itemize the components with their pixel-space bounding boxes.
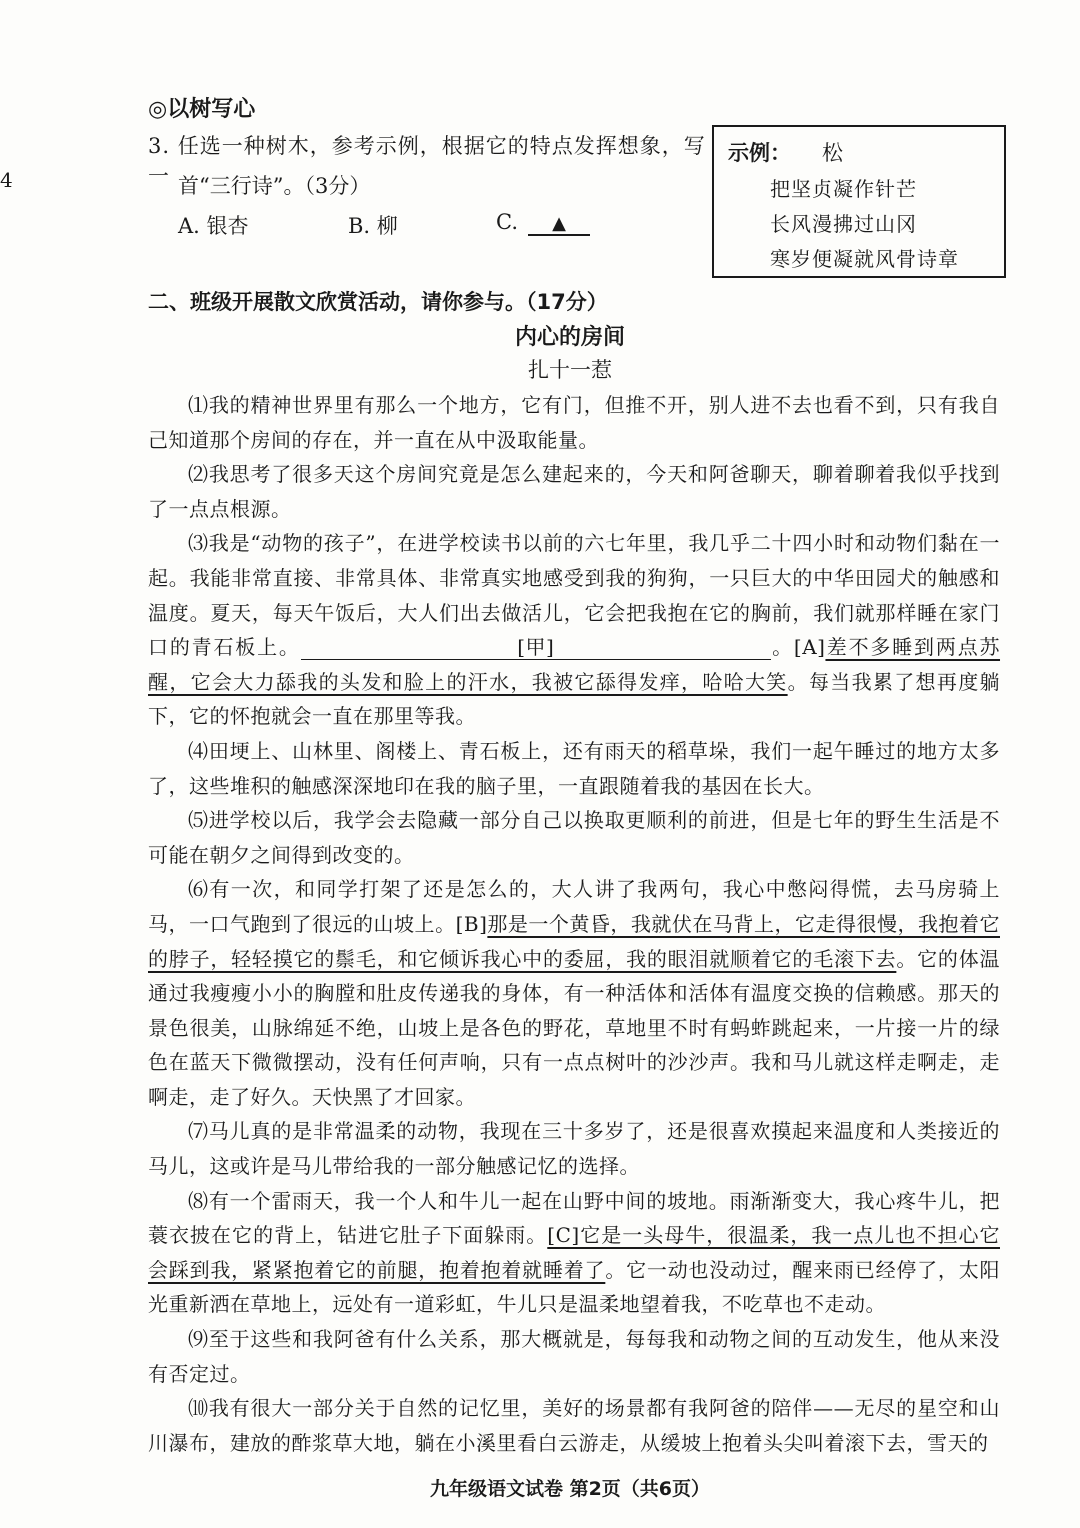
- mark-a: 。[A]: [770, 635, 826, 660]
- example-line-2: 长风漫拂过山冈: [770, 212, 917, 236]
- underlined-sentence-a: 差不多睡到两点苏醒，它会大力舔我的头发和脸上的汗水，我被它舔得发痒，哈哈大笑: [148, 635, 1001, 694]
- part-two-heading: 二、班级开展散文欣赏活动，请你参与。（17分）: [148, 290, 608, 314]
- option-c: [496, 210, 590, 240]
- edge-mark: 4: [0, 168, 13, 192]
- example-box: [712, 125, 1006, 278]
- essay-title: 内心的房间: [514, 325, 625, 350]
- option-c-label: C.: [496, 210, 518, 234]
- underlined-sentence-c: [C]它是一头母牛，很温柔，我一点儿也不担心它会踩到我，紧紧抱着它的前腿，抱着抱着就睡着了: [148, 1223, 1000, 1282]
- paragraph-9: ⑼至于这些和我阿爸有什么关系，那大概就是，每每我和动物之间的互动发生，他从来没有否定过。: [148, 1327, 1000, 1386]
- paragraph-7: ⑺马儿真的是非常温柔的动物，我现在三十多岁了，还是很喜欢摸起来温度和人类接近的马儿，这或许是马儿带给我的一部分触感记忆的选择。: [148, 1119, 1000, 1179]
- paragraph-6-text: ⑹有一次，和同学打架了还是怎么的，大人讲了我两句，我心中憋闷得慌，去马房骑上马，一口气跑到了很远的山坡上。[B]: [148, 877, 1000, 936]
- section-title: ◎以树写心: [148, 97, 256, 122]
- example-tree: 松: [822, 141, 843, 165]
- answer-blank: ▲: [528, 213, 590, 236]
- paragraph-8-text: ⑻有一个雷雨天，我一个人和牛儿一起在山野中间的坡地。雨渐渐变大，我心疼牛儿，把蓑衣披在它的背上，钻进它肚子下面躲雨。: [148, 1188, 1000, 1248]
- paragraph-10: ⑽我有很大一部分关于自然的记忆里，美好的场景都有我阿爸的陪伴——无尽的星空和山川瀑布，建放的酢浆草大地，躺在小溪里看白云游走，从缓坡上抱着头尖叫着滚下去，雪天的: [148, 1396, 1000, 1455]
- paragraph-8-tail: 。它一动也没动过，醒来雨已经停了，太阳光重新洒在草地上，远处有一道彩虹，牛儿只是温柔地望着我，不吃草也不走动。: [148, 1257, 1001, 1317]
- underlined-sentence-b: 那是一个黄昏，我就伏在马背上，它走得很慢，我抱着它的脖子，轻轻摸它的鬃毛，和它倾诉我心中的委屈，我的眼泪就顺着它的毛滚下去: [148, 911, 1000, 971]
- fill-in-blank-jia: [甲]: [301, 635, 771, 660]
- paragraph-8: [148, 1184, 1000, 1322]
- paragraph-6: [148, 872, 1000, 1114]
- paragraph-3-tail: 。每当我累了想再度躺下，它的怀抱就会一直在那里等我。: [148, 669, 1001, 729]
- essay-author: 扎十一惹: [528, 358, 612, 382]
- example-line-1: 把坚贞凝作针芒: [770, 177, 917, 201]
- paragraph-3-text: ⑶我是“动物的孩子”，在进学校读书以前的六七年里，我几乎二十四小时和动物们黏在一起。我能非常直接、非常具体、非常真实地感受到我的狗狗，一只巨大的中华田园犬的触感和温度。夏天，每天午饭后，大人们出去做活儿，它会把我抱在它的胸前，我们就那样睡在家门口的青石板上。: [148, 531, 1000, 660]
- paragraph-5: ⑸进学校以后，我学会去隐藏一部分自己以换取更顺利的前进，但是七年的野生生活是不可能在朝夕之间得到改变的。: [148, 808, 1000, 867]
- option-a: A. 银杏: [178, 214, 249, 238]
- essay-body: [148, 388, 1000, 1460]
- paragraph-6-tail: 。它的体温通过我瘦瘦小小的胸膛和肚皮传递我的身体，有一种活体和活体有温度交换的信赖感。那天的景色很美，山脉绵延不绝，山坡上是各色的野花，草地里不时有蚂蚱跳起来，一片接一片的绿色在蓝天下微微摆动，没有任何声响，只有一点点树叶的沙沙声。我和马儿就这样走啊走，走啊走，走了好久。天快黑了才回家。: [148, 946, 1001, 1109]
- paragraph-2: ⑵我思考了很多天这个房间究竟是怎么建起来的，今天和阿爸聊天，聊着聊着我似乎找到了一点点根源。: [148, 462, 1000, 521]
- example-label: 示例：: [728, 141, 791, 165]
- page-footer: 九年级语文试卷 第2页（共6页）: [429, 1478, 711, 1500]
- question-line-1: 3. 任选一种树木，参考示例，根据它的特点发挥想象，写一: [148, 134, 706, 188]
- question-options: [178, 210, 590, 240]
- example-line-3: 寒岁便凝就风骨诗章: [770, 247, 959, 271]
- paragraph-1: ⑴我的精神世界里有那么一个地方，它有门，但推不开，别人进不去也看不到，只有我自己知道那个房间的存在，并一直在从中汲取能量。: [148, 393, 1000, 452]
- question-line-2: 首“三行诗”。（3分）: [178, 174, 371, 198]
- paragraph-4: ⑷田埂上、山林里、阁楼上、青石板上，还有雨天的稻草垛，我们一起午睡过的地方太多了，这些堆积的触感深深地印在我的脑子里，一直跟随着我的基因在长大。: [148, 738, 1000, 798]
- paragraph-3: [148, 526, 1000, 734]
- option-b: B. 柳: [348, 214, 398, 238]
